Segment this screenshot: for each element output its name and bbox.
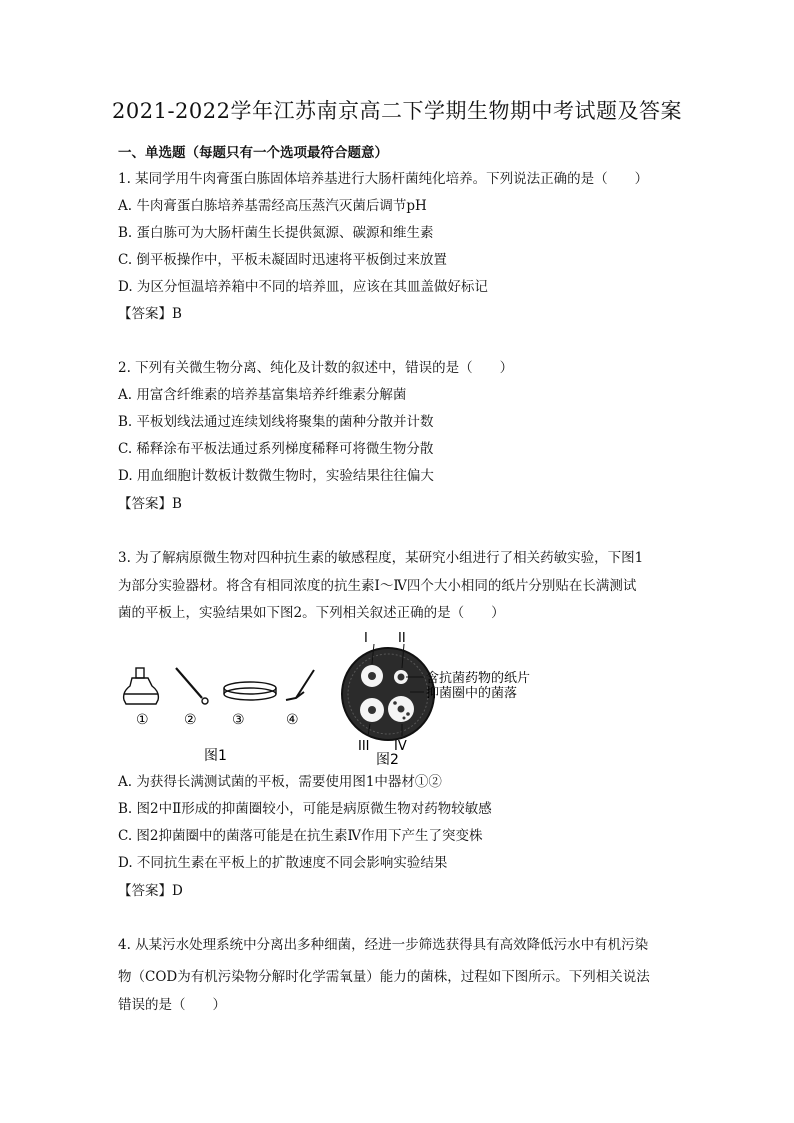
figure-svg bbox=[118, 628, 598, 768]
colony-dot bbox=[393, 701, 397, 705]
section-heading: 一、单选题（每题只有一个选项最符合题意） bbox=[118, 145, 388, 161]
question-4-stem-line-2: 物（COD为有机污染物分解时化学需氧量）能力的菌株，过程如下图所示。下列相关说法 bbox=[118, 969, 650, 985]
disc-3 bbox=[368, 706, 376, 714]
disc-label-4: IV bbox=[394, 739, 407, 754]
disc-2 bbox=[398, 674, 405, 681]
tool-1-lamp-icon bbox=[124, 668, 159, 704]
disc-1 bbox=[368, 672, 376, 680]
tool-4-spreader-icon bbox=[286, 670, 314, 700]
page-title: 2021-2022学年江苏南京高二下学期生物期中考试题及答案 bbox=[112, 99, 682, 123]
question-3-option-b: B. 图2中Ⅱ形成的抑菌圈较小，可能是病原微生物对药物较敏感 bbox=[118, 801, 492, 817]
agar-plate bbox=[342, 648, 434, 740]
question-2-stem: 2. 下列有关微生物分离、纯化及计数的叙述中，错误的是（ ） bbox=[118, 360, 514, 376]
question-1-answer: 【答案】B bbox=[118, 306, 182, 322]
question-4-stem-line-1: 4. 从某污水处理系统中分离出多种细菌，经进一步筛选获得具有高效降低污水中有机污染 bbox=[118, 937, 649, 953]
tool-2-loop-icon bbox=[176, 668, 208, 704]
question-3-answer: 【答案】D bbox=[118, 883, 183, 899]
question-2-answer: 【答案】B bbox=[118, 496, 182, 512]
question-1-stem: 1. 某同学用牛肉膏蛋白胨固体培养基进行大肠杆菌纯化培养。下列说法正确的是（ ） bbox=[118, 171, 649, 187]
callout-paper-disc: 含抗菌药物的纸片 bbox=[426, 671, 531, 686]
colony-dot bbox=[406, 712, 410, 716]
tool-label-2: ② bbox=[184, 712, 197, 728]
tool-label-4: ④ bbox=[286, 712, 299, 728]
question-2-option-b: B. 平板划线法通过连续划线将聚集的菌种分散并计数 bbox=[118, 414, 434, 430]
figure-2-caption: 图2 bbox=[376, 752, 399, 768]
question-2-option-a: A. 用富含纤维素的培养基富集培养纤维素分解菌 bbox=[118, 387, 407, 403]
question-1-option-c: C. 倒平板操作中，平板未凝固时迅速将平板倒过来放置 bbox=[118, 252, 447, 268]
tool-3-petri-dish-icon bbox=[224, 682, 276, 700]
question-3-figure bbox=[118, 628, 598, 768]
disc-4 bbox=[398, 706, 405, 713]
question-2-option-c: C. 稀释涂布平板法通过系列梯度稀释可将微生物分散 bbox=[118, 441, 434, 457]
question-3-stem-line-3: 菌的平板上，实验结果如下图2。下列相关叙述正确的是（ ） bbox=[118, 605, 505, 621]
question-1-option-a: A. 牛肉膏蛋白胨培养基需经高压蒸汽灭菌后调节pH bbox=[118, 198, 427, 214]
question-2-option-d: D. 用血细胞计数板计数微生物时，实验结果往往偏大 bbox=[118, 468, 434, 484]
tool-label-3: ③ bbox=[232, 712, 245, 728]
question-3-option-c: C. 图2抑菌圈中的菌落可能是在抗生素Ⅳ作用下产生了突变株 bbox=[118, 828, 483, 844]
question-3-stem-line-1: 3. 为了解病原微生物对四种抗生素的敏感程度，某研究小组进行了相关药敏实验，下图1 bbox=[118, 550, 644, 566]
question-1-option-d: D. 为区分恒温培养箱中不同的培养皿，应该在其皿盖做好标记 bbox=[118, 279, 488, 295]
disc-label-2: II bbox=[398, 631, 406, 646]
question-3-stem-line-2: 为部分实验器材。将含有相同浓度的抗生素Ⅰ～Ⅳ四个大小相同的纸片分别贴在长满测试 bbox=[118, 578, 637, 594]
tool-label-1: ① bbox=[136, 712, 149, 728]
question-4-stem-line-3: 错误的是（ ） bbox=[118, 997, 226, 1013]
question-3-option-d: D. 不同抗生素在平板上的扩散速度不同会影响实验结果 bbox=[118, 855, 448, 871]
disc-label-1: I bbox=[364, 631, 368, 646]
question-3-option-a: A. 为获得长满测试菌的平板，需要使用图1中器材①② bbox=[118, 774, 442, 790]
disc-label-3: III bbox=[358, 739, 370, 754]
colony-dot bbox=[403, 717, 406, 720]
question-1-option-b: B. 蛋白胨可为大肠杆菌生长提供氮源、碳源和维生素 bbox=[118, 225, 434, 241]
callout-colony: 抑菌圈中的菌落 bbox=[426, 686, 518, 701]
figure-1-caption: 图1 bbox=[204, 748, 227, 764]
